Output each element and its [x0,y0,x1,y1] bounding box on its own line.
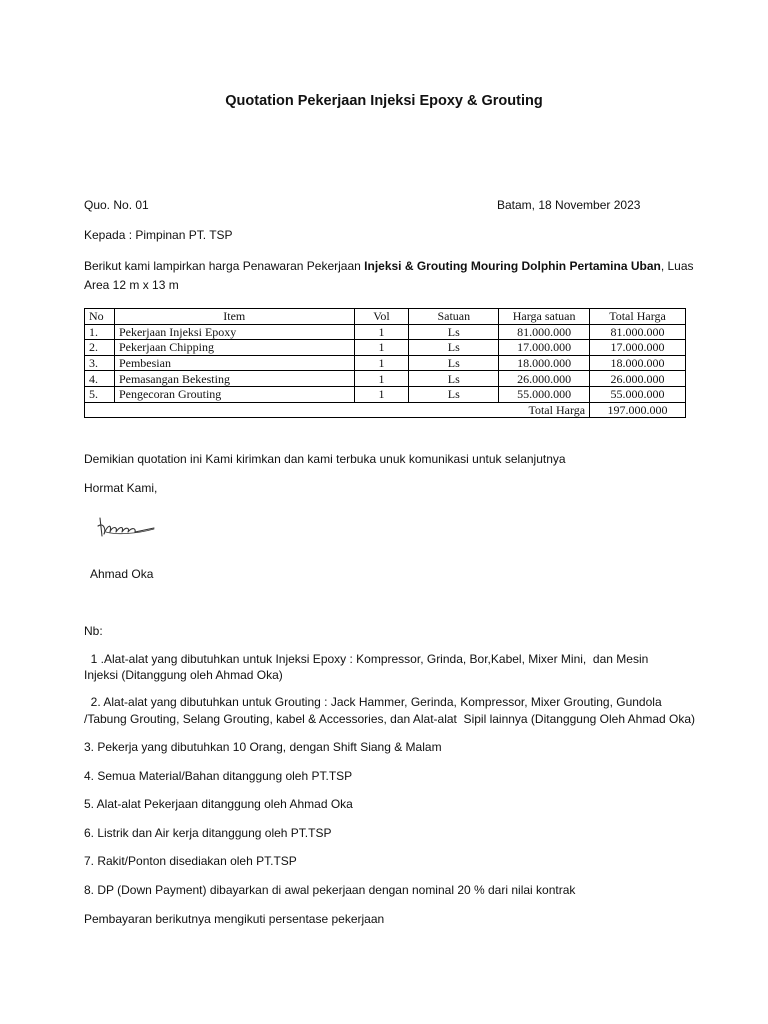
signature-image [96,512,158,540]
quotation-table [84,308,686,418]
table-row [85,324,686,340]
row-item: Pekerjaan Injeksi Epoxy [114,324,354,340]
total-label: Total Harga [85,402,590,418]
note-6: 6. Listrik dan Air kerja ditanggung oleh PT.TSP [84,826,332,840]
table-row [85,340,686,356]
row-price: 81.000.000 [499,324,590,340]
header-no: No [85,309,115,325]
header-satuan: Satuan [409,309,499,325]
table-total-row [85,402,686,418]
row-item: Pemasangan Bekesting [114,371,354,387]
note-7: 7. Rakit/Ponton disediakan oleh PT.TSP [84,854,297,868]
row-vol: 1 [354,371,409,387]
row-total: 81.000.000 [590,324,686,340]
intro-project-name: Injeksi & Grouting Mouring Dolphin Pertamina Uban [364,259,661,273]
row-no: 4. [85,371,115,387]
notes-heading: Nb: [84,624,103,638]
place-date: Batam, 18 November 2023 [497,198,641,212]
row-unit: Ls [409,324,499,340]
recipient: Kepada : Pimpinan PT. TSP [84,228,233,242]
row-total: 17.000.000 [590,340,686,356]
row-unit: Ls [409,355,499,371]
row-no: 1. [85,324,115,340]
note-1-line-2: Injeksi (Ditanggung oleh Ahmad Oka) [84,668,283,682]
signatory-name: Ahmad Oka [90,567,154,581]
regards-text: Hormat Kami, [84,481,158,495]
document-title: Quotation Pekerjaan Injeksi Epoxy & Grouting [225,93,543,109]
row-total: 18.000.000 [590,355,686,371]
table-row [85,355,686,371]
table-header-row [85,309,686,325]
note-2-line-1: 2. Alat-alat yang dibutuhkan untuk Grouting : Jack Hammer, Gerinda, Kompressor, Mixer Grouting, Gundola [84,695,662,709]
note-3: 3. Pekerja yang dibutuhkan 10 Orang, dengan Shift Siang & Malam [84,740,442,754]
intro-prefix: Berikut kami lampirkan harga Penawaran Pekerjaan [84,259,365,273]
row-no: 5. [85,386,115,402]
row-item: Pekerjaan Chipping [114,340,354,356]
note-8: 8. DP (Down Payment) dibayarkan di awal pekerjaan dengan nominal 20 % dari nilai kontrak [84,883,576,897]
table-row [85,386,686,402]
note-payment: Pembayaran berikutnya mengikuti persentase pekerjaan [84,912,385,926]
row-vol: 1 [354,324,409,340]
row-price: 17.000.000 [499,340,590,356]
row-price: 18.000.000 [499,355,590,371]
total-value: 197.000.000 [590,402,686,418]
header-item: Item [114,309,354,325]
row-vol: 1 [354,355,409,371]
quotation-number: Quo. No. 01 [84,198,149,212]
row-unit: Ls [409,340,499,356]
row-vol: 1 [354,340,409,356]
note-5: 5. Alat-alat Pekerjaan ditanggung oleh Ahmad Oka [84,797,353,811]
row-total: 55.000.000 [590,386,686,402]
row-unit: Ls [409,371,499,387]
row-no: 2. [85,340,115,356]
note-1-line-1: 1 .Alat-alat yang dibutuhkan untuk Injeksi Epoxy : Kompressor, Grinda, Bor,Kabel, Mixer Mini, dan Mesin [84,652,649,666]
header-total-harga: Total Harga [590,309,686,325]
header-vol: Vol [354,309,409,325]
note-2-line-2: /Tabung Grouting, Selang Grouting, kabel & Accessories, dan Alat-alat Sipil lainnya (Ditanggung Oleh Ahmad Oka) [84,712,696,726]
row-item: Pembesian [114,355,354,371]
row-vol: 1 [354,386,409,402]
row-no: 3. [85,355,115,371]
intro-suffix: , Luas [660,259,694,273]
row-unit: Ls [409,386,499,402]
intro-line-1 [84,258,694,275]
header-harga-satuan: Harga satuan [499,309,590,325]
row-price: 55.000.000 [499,386,590,402]
intro-line-2: Area 12 m x 13 m [84,278,179,292]
closing-text: Demikian quotation ini Kami kirimkan dan kami terbuka unuk komunikasi untuk selanjutnya [84,452,566,466]
row-total: 26.000.000 [590,371,686,387]
note-4: 4. Semua Material/Bahan ditanggung oleh PT.TSP [84,769,353,783]
row-price: 26.000.000 [499,371,590,387]
row-item: Pengecoran Grouting [114,386,354,402]
table-row [85,371,686,387]
